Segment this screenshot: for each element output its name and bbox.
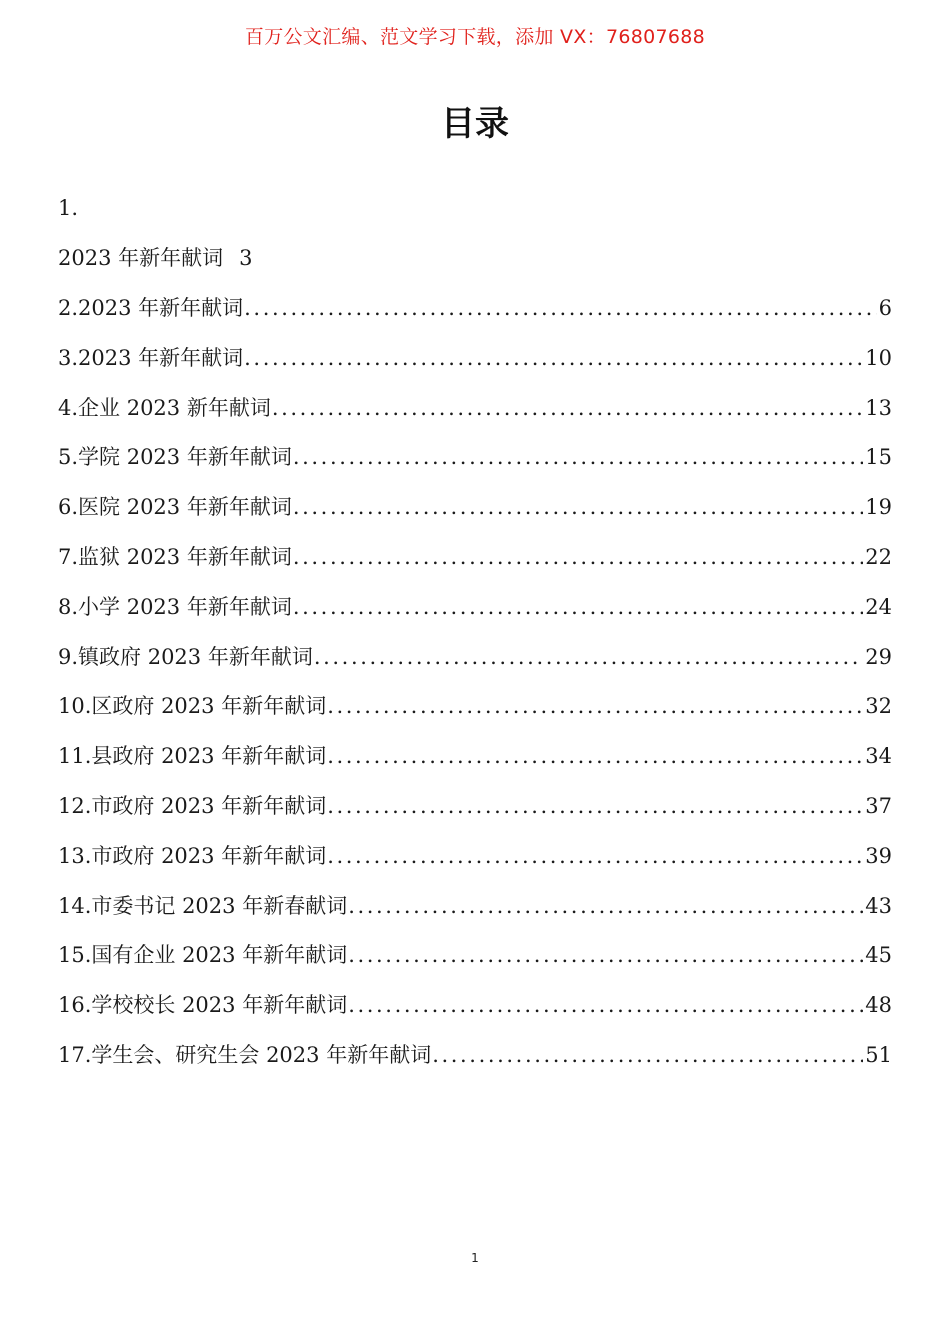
toc-entry[interactable] [58,284,892,334]
toc-entry-page: 43 [865,893,892,918]
dot-leader [348,896,863,917]
toc-entry[interactable] [58,184,892,234]
toc-entry-label: 11.县政府 2023 年新年献词 [58,744,327,769]
dot-leader [327,846,863,867]
dot-leader [327,746,863,767]
toc-entry-page: 19 [865,495,892,520]
table-of-contents [58,184,892,1080]
page-number: 1 [471,1251,479,1265]
toc-entry-page: 6 [878,295,892,320]
toc-entry[interactable] [58,981,892,1031]
dot-leader [293,447,863,468]
toc-entry-page: 37 [865,793,892,818]
toc-entry-page: 45 [865,943,892,968]
toc-entry-label: 17.学生会、研究生会 2023 年新年献词 [58,1042,432,1067]
toc-entry[interactable] [58,582,892,632]
dot-leader [348,945,863,966]
toc-entry-label: 8.小学 2023 年新年献词 [58,594,292,619]
toc-entry[interactable] [58,931,892,981]
toc-entry-label: 5.学院 2023 年新年献词 [58,445,292,470]
toc-entry-label: 4.企业 2023 新年献词 [58,395,271,420]
toc-entry[interactable] [58,383,892,433]
toc-entry-label: 12.市政府 2023 年新年献词 [58,793,327,818]
toc-entry-page: 48 [865,993,892,1018]
toc-entry-page: 22 [865,544,892,569]
toc-entry-label: 7.监狱 2023 年新年献词 [58,544,292,569]
toc-entry-label: 14.市委书记 2023 年新春献词 [58,893,348,918]
toc-entry-page: 15 [865,445,892,470]
toc-entry[interactable] [58,433,892,483]
header-banner: 百万公文汇编、范文学习下载，添加 VX：76807688 [244,26,706,48]
dot-leader [432,1045,863,1066]
toc-entry-page: 10 [865,345,892,370]
toc-entry[interactable] [58,483,892,533]
dot-leader [293,497,863,518]
dot-leader [314,647,863,668]
toc-entry[interactable] [58,881,892,931]
toc-entry[interactable] [58,682,892,732]
dot-leader [293,547,863,568]
dot-leader [348,995,863,1016]
toc-entry[interactable] [58,333,892,383]
toc-entry-label: 2.2023 年新年献词 [58,295,244,320]
toc-entry-page: 29 [865,644,892,669]
toc-entry-page: 51 [865,1042,892,1067]
dot-leader [272,398,863,419]
toc-entry-label: 9.镇政府 2023 年新年献词 [58,644,313,669]
toc-entry-label: 16.学校校长 2023 年新年献词 [58,993,348,1018]
toc-entry-page: 32 [865,694,892,719]
dot-leader [293,597,863,618]
toc-entry[interactable] [58,234,892,284]
toc-entry[interactable] [58,782,892,832]
toc-entry-page: 24 [865,594,892,619]
toc-entry-label: 2023 年新年献词 [58,246,224,271]
toc-entry-label: 15.国有企业 2023 年新年献词 [58,943,348,968]
dot-leader [244,298,876,319]
toc-entry[interactable] [58,732,892,782]
toc-entry[interactable] [58,831,892,881]
toc-entry[interactable] [58,1031,892,1081]
toc-entry[interactable] [58,533,892,583]
toc-entry-page: 3 [239,246,253,271]
dot-leader [327,696,863,717]
toc-entry[interactable] [58,632,892,682]
dot-leader [327,796,863,817]
toc-entry-label: 3.2023 年新年献词 [58,345,244,370]
toc-entry-label: 10.区政府 2023 年新年献词 [58,694,327,719]
dot-leader [244,348,863,369]
page-title: 目录 [441,104,509,144]
toc-entry-page: 39 [865,843,892,868]
toc-entry-page: 34 [865,744,892,769]
toc-entry-page: 13 [865,395,892,420]
toc-entry-label: 1. [58,196,79,221]
toc-entry-label: 13.市政府 2023 年新年献词 [58,843,327,868]
toc-entry-label: 6.医院 2023 年新年献词 [58,495,292,520]
